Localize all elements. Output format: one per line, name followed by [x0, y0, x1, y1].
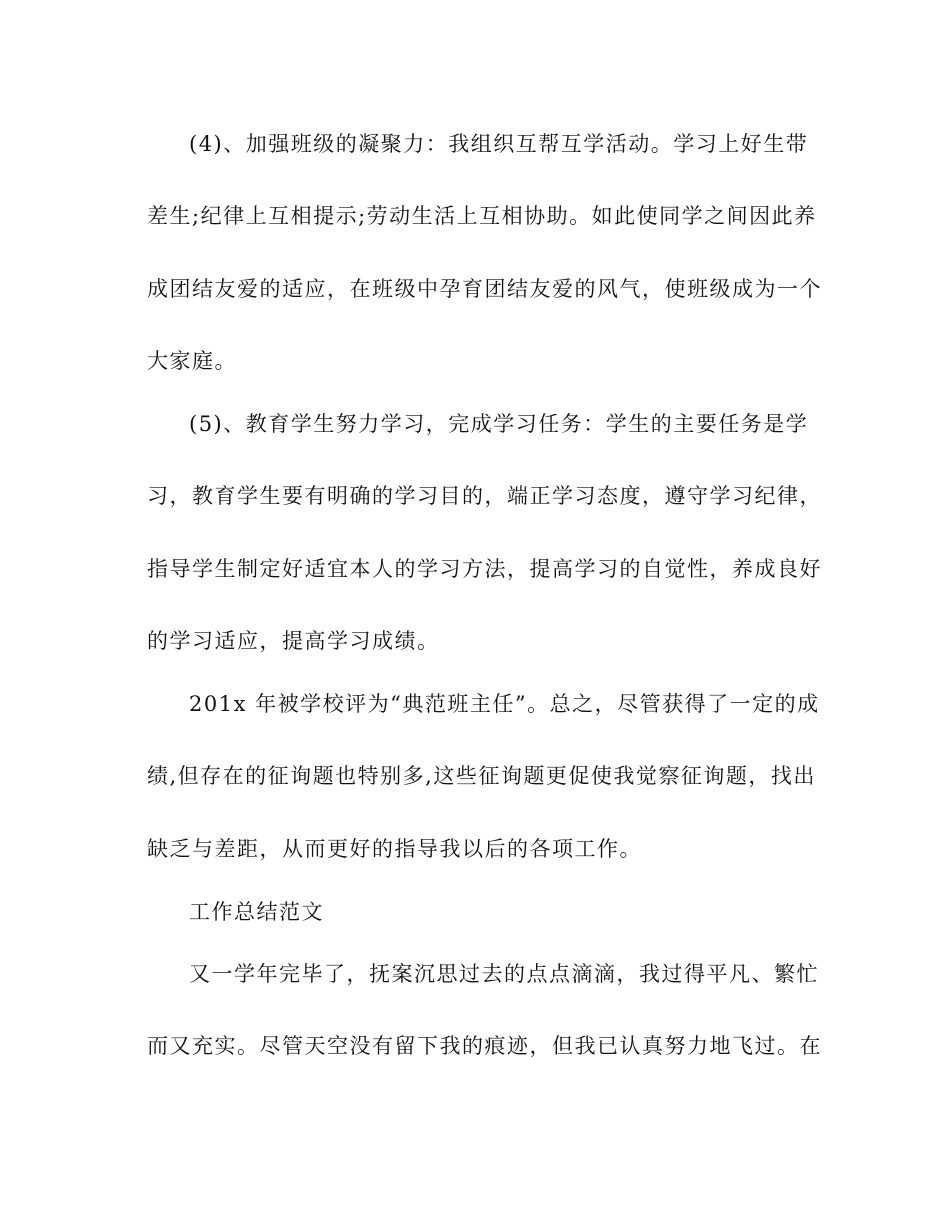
- paragraph-4-line-2: 差生;纪律上互相提示;劳动生活上互相协助。如此使同学之间因此养: [147, 204, 817, 228]
- paragraph-4-line-3: 成团结友爱的适应，在班级中孕育团结友爱的风气，使班级成为一个: [147, 277, 822, 301]
- paragraph-5-line-4: 的学习适应，提高学习成绩。: [147, 629, 440, 653]
- intro-paragraph-line-1: 又一学年完毕了，抚案沉思过去的点点滴滴，我过得平凡、繁忙: [189, 962, 819, 986]
- summary-paragraph-line-2: 绩,但存在的征询题也特别多,这些征询题更促使我觉察征询题，找出: [147, 764, 816, 788]
- paragraph-5-line-1: (5)、教育学生努力学习，完成学习任务：学生的主要任务是学: [189, 412, 809, 436]
- paragraph-4-line-1: (4)、加强班级的凝聚力：我组织互帮互学活动。学习上好生带: [189, 132, 809, 156]
- summary-paragraph-line-3: 缺乏与差距，从而更好的指导我以后的各项工作。: [147, 837, 642, 861]
- summary-paragraph-line-1: 201x 年被学校评为“典范班主任”。总之，尽管获得了一定的成: [189, 692, 820, 716]
- paragraph-4-line-4: 大家庭。: [147, 349, 237, 373]
- section-heading: 工作总结范文: [189, 900, 324, 924]
- intro-paragraph-line-2: 而又充实。尽管天空没有留下我的痕迹，但我已认真努力地飞过。在: [147, 1034, 822, 1058]
- paragraph-5-line-2: 习，教育学生要有明确的学习目的，端正学习态度，遵守学习纪律，: [147, 484, 822, 508]
- paragraph-5-line-3: 指导学生制定好适宜本人的学习方法，提高学习的自觉性，养成良好: [147, 557, 822, 581]
